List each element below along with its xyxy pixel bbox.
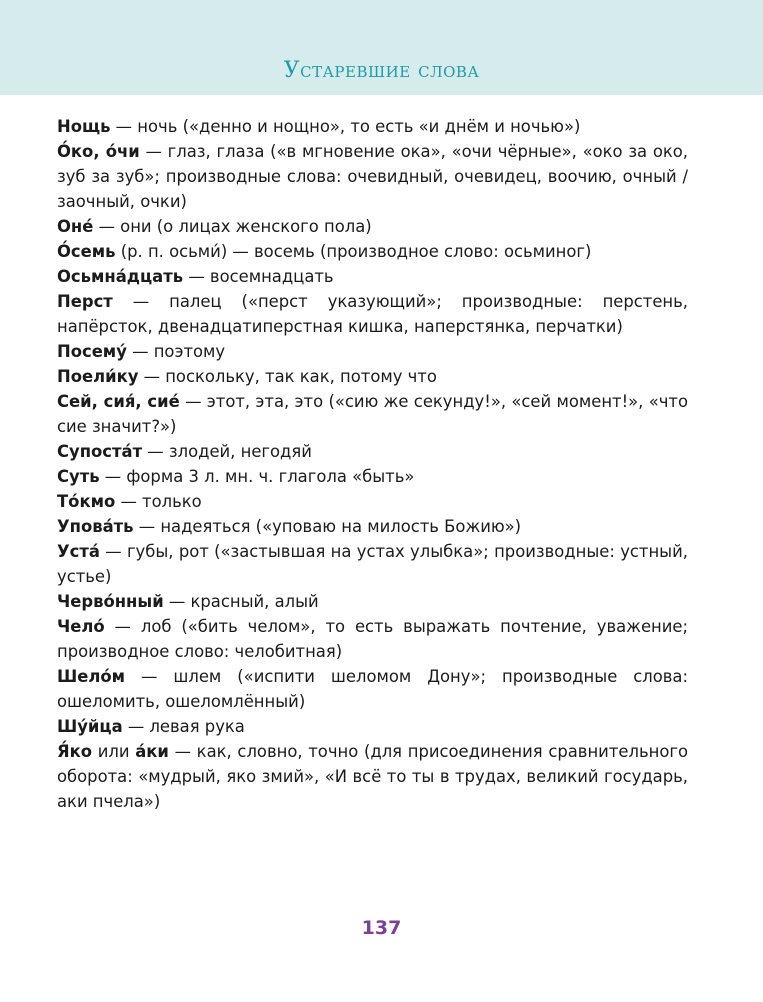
entry-term: Осьмна́дцать (57, 267, 184, 286)
glossary-entry (57, 389, 688, 439)
entry-term: О́семь (57, 242, 116, 261)
entry-definition: — надеяться («уповаю на милость Божию») (133, 517, 522, 536)
glossary-entry (57, 664, 688, 714)
entry-definition: (р. п. осьми́) — восемь (производное слово: осьминог) (115, 242, 592, 261)
glossary-entry (57, 439, 688, 464)
entry-definition: — восемнадцать (183, 267, 334, 286)
entry-definition: — ночь («денно и нощно», то есть «и днём и ночью») (110, 117, 581, 136)
entry-term: Нощь (57, 117, 111, 136)
glossary-entry (57, 289, 688, 339)
glossary-entry (57, 214, 688, 239)
entry-connector: или (92, 742, 136, 761)
glossary-entry (57, 264, 688, 289)
entry-definition: — форма 3 л. мн. ч. глагола «быть» (99, 467, 415, 486)
glossary-entry (57, 239, 688, 264)
entry-definition: — палец («перст указующий»; производные: перстень, напёрсток, двенадцатиперстная кишка, наперстянка, перчатки) (57, 292, 688, 336)
glossary-entry (57, 464, 688, 489)
entry-definition: — глаз, глаза («в мгновение ока», «очи чёрные», «око за око, зуб за зуб»; производные слова: очевидный, очевидец, воочию, очный / заочный, очки) (57, 142, 688, 211)
entry-definition: — левая рука (122, 717, 245, 736)
glossary-entry (57, 739, 688, 814)
entry-definition: — поэтому (126, 342, 226, 361)
glossary-entry (57, 589, 688, 614)
page-number: 137 (361, 917, 402, 939)
glossary-entry (57, 364, 688, 389)
entry-term: Сей, сия́, сие́ (57, 392, 180, 411)
entry-term: О́ко, о́чи (57, 142, 140, 161)
entry-term: То́кмо (57, 492, 116, 511)
header-band (0, 0, 763, 95)
glossary-entry (57, 339, 688, 364)
glossary-entry (57, 614, 688, 664)
entry-definition: — поскольку, так как, потому что (138, 367, 437, 386)
entry-definition: — злодей, негодяй (142, 442, 312, 461)
entry-definition: — шлем («испити шеломом Дону»; производные слова: ошеломить, ошеломлённый) (57, 667, 688, 711)
entry-definition: — как, словно, точно (для присоединения сравнительного оборота: «мудрый, яко змий», «И всё то ты в трудах, великий государь, аки пчела») (57, 742, 688, 811)
entry-definition: — губы, рот («застывшая на устах улыбка»; производные: устный, устье) (57, 542, 688, 586)
entry-term: Суть (57, 467, 100, 486)
glossary-entry (57, 714, 688, 739)
entry-term: Упова́ть (57, 517, 134, 536)
entry-term: Шело́м (57, 667, 126, 686)
entry-term: Уста́ (57, 542, 100, 561)
entry-term: Посему́ (57, 342, 127, 361)
glossary-entry (57, 114, 688, 139)
glossary-entry (57, 489, 688, 514)
entry-definition: — этот, эта, это («сию же секунду!», «сей момент!», «что сие значит?») (57, 392, 688, 436)
entry-term: Чело́ (57, 617, 105, 636)
entry-definition: — они (о лицах женского пола) (93, 217, 372, 236)
entry-term: Перст (57, 292, 113, 311)
entry-term: Черво́нный (57, 592, 164, 611)
glossary-entry (57, 539, 688, 589)
entry-term: Я́ко (57, 742, 93, 761)
entry-definition: — только (115, 492, 202, 511)
entry-term-alternate: а́ки (135, 742, 169, 761)
glossary-list (57, 114, 688, 814)
glossary-entry (57, 139, 688, 214)
entry-term: Супоста́т (57, 442, 143, 461)
entry-definition: — лоб («бить челом», то есть выражать почтение, уважение; производное слово: челобитная) (57, 617, 688, 661)
glossary-entry (57, 514, 688, 539)
page-title: Устаревшие слова (283, 58, 480, 83)
entry-term: Оне́ (57, 217, 94, 236)
entry-term: Поели́ку (57, 367, 139, 386)
entry-definition: — красный, алый (163, 592, 319, 611)
entry-term: Шу́йца (57, 717, 123, 736)
